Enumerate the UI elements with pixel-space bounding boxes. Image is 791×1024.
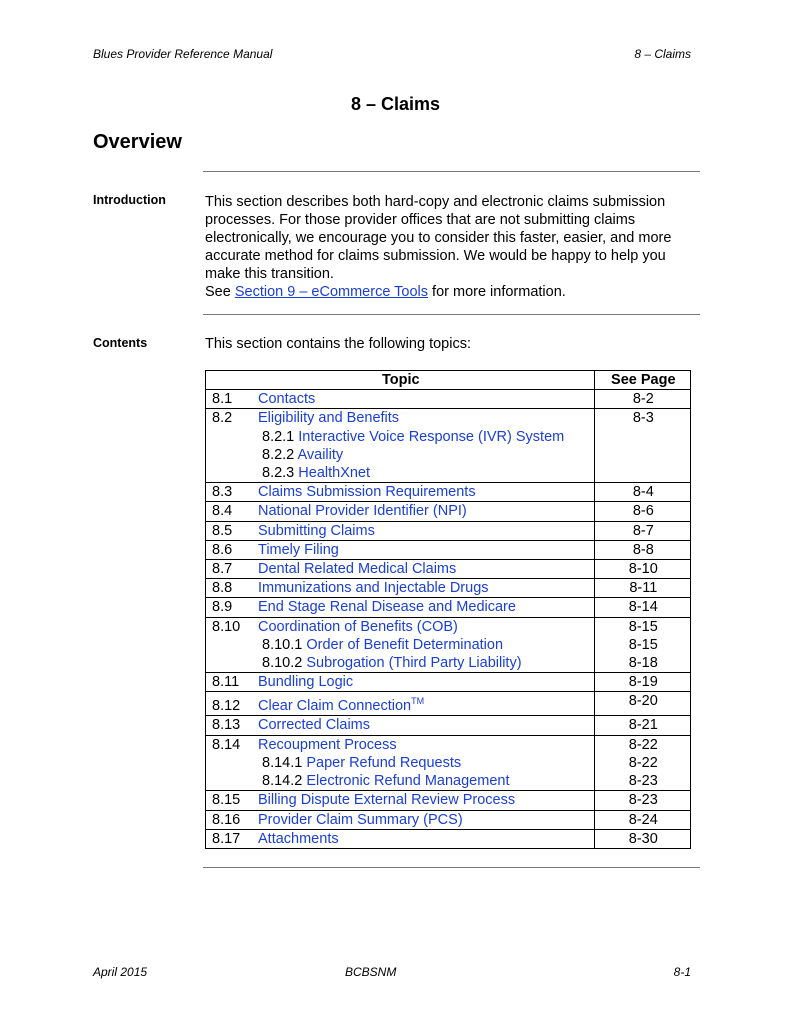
topic-link[interactable]: Clear Claim Connection	[258, 698, 412, 715]
topic-link[interactable]: Contacts	[258, 391, 316, 408]
topic-link[interactable]: Attachments	[258, 830, 339, 847]
section-number: 8.8	[212, 580, 233, 597]
page-number: 8-3	[632, 410, 654, 427]
topic-link[interactable]: Billing Dispute External Review Process	[258, 792, 516, 809]
page-cell	[594, 810, 690, 829]
topic-line	[212, 598, 590, 616]
page-cell	[594, 829, 690, 848]
introduction-text	[205, 193, 685, 301]
page-number: 8-15	[628, 636, 658, 653]
subsection-number: 8.10.1	[262, 636, 303, 653]
page-cell	[594, 483, 690, 502]
table-row	[206, 810, 691, 829]
contents-intro: This section contains the following topics:	[205, 336, 471, 352]
page-number: 8-2	[632, 391, 654, 408]
section-number: 8.11	[212, 674, 240, 691]
subtopic-line	[212, 446, 590, 464]
page-number: 8-8	[632, 541, 654, 558]
subtopic-link[interactable]: HealthXnet	[298, 465, 371, 482]
topic-link[interactable]: Submitting Claims	[258, 522, 375, 539]
topic-line	[212, 579, 590, 597]
topic-cell	[206, 390, 595, 409]
page-number: 8-18	[628, 655, 658, 672]
subtopic-link[interactable]: Electronic Refund Management	[306, 773, 510, 790]
table-row	[206, 390, 691, 409]
topic-cell	[206, 579, 595, 598]
table-row	[206, 409, 691, 483]
divider	[203, 314, 700, 315]
topic-link[interactable]: Provider Claim Summary (PCS)	[258, 811, 463, 828]
page-cell	[594, 673, 690, 692]
page-number	[601, 464, 686, 482]
page-number: 8-6	[632, 503, 654, 520]
page-number: 8-20	[628, 693, 658, 710]
section-number: 8.7	[212, 561, 233, 578]
topic-line	[212, 390, 590, 408]
subtopic-line	[212, 428, 590, 446]
topic-cell	[206, 673, 595, 692]
table-row	[206, 483, 691, 502]
page-cell	[594, 692, 690, 716]
table-row	[206, 579, 691, 598]
topic-line	[212, 811, 590, 829]
subtopic-link[interactable]: Availity	[297, 446, 344, 463]
topic-line	[212, 830, 590, 848]
page-cell	[594, 521, 690, 540]
footer-page-number: 8-1	[673, 965, 691, 979]
section-number: 8.12	[212, 698, 241, 715]
topic-link[interactable]: Immunizations and Injectable Drugs	[258, 580, 489, 597]
chapter-title	[0, 94, 791, 115]
footer-date: April 2015	[93, 965, 148, 979]
topic-line	[212, 409, 590, 427]
page-number: 8-24	[628, 811, 658, 828]
topic-column-header: Topic	[206, 371, 595, 390]
subtopic-link[interactable]: Subrogation (Third Party Liability)	[306, 655, 522, 672]
section-number: 8.14	[212, 736, 241, 753]
footer-publisher: BCBSNM	[345, 965, 397, 979]
topic-line	[212, 618, 590, 636]
chapter-title-text: 8 – Claims	[350, 94, 441, 114]
contents-table-body	[206, 390, 691, 849]
running-header-title: Blues Provider Reference Manual	[93, 47, 273, 61]
subtopic-line	[212, 636, 590, 654]
section-number: 8.6	[212, 541, 233, 558]
topic-cell	[206, 521, 595, 540]
page-number: 8-19	[628, 674, 658, 691]
topic-link[interactable]: Claims Submission Requirements	[258, 484, 476, 501]
page-number: 8-30	[628, 830, 658, 847]
page-number: 8-22	[628, 736, 658, 753]
topic-cell	[206, 791, 595, 810]
subtopic-line	[212, 464, 590, 482]
table-row	[206, 617, 691, 673]
introduction-paragraph: This section describes both hard-copy and electronic claims submission processes. For those provider offices that are not submitting claims electronically, we encourage you to consider this faster, easier, and more accurate method for claims submission. We would be happy to help you make this transition.	[205, 194, 672, 282]
table-row	[206, 502, 691, 521]
page-cell	[594, 560, 690, 579]
section-number: 8.5	[212, 522, 233, 539]
contents-table	[205, 370, 691, 849]
topic-cell	[206, 716, 595, 735]
topic-link[interactable]: Bundling Logic	[258, 674, 354, 691]
page-number: 8-22	[628, 754, 658, 771]
topic-link[interactable]: End Stage Renal Disease and Medicare	[258, 599, 516, 616]
page-number	[601, 428, 686, 446]
section-title: Overview	[93, 131, 182, 153]
page-cell	[594, 409, 690, 483]
topic-line	[212, 692, 590, 715]
divider	[203, 171, 700, 172]
section-number: 8.16	[212, 811, 241, 828]
topic-line	[212, 541, 590, 559]
table-row	[206, 791, 691, 810]
page-number: 8-14	[628, 599, 658, 616]
topic-line	[212, 673, 590, 691]
page-cell	[594, 502, 690, 521]
trademark-mark: TM	[411, 696, 425, 707]
topic-link[interactable]: Timely Filing	[258, 541, 339, 558]
page-number: 8-23	[628, 792, 658, 809]
section-number: 8.4	[212, 503, 233, 520]
subtopic-link[interactable]: Interactive Voice Response (IVR) System	[298, 428, 565, 445]
section-number: 8.2	[212, 410, 233, 427]
see-prefix: See	[205, 284, 235, 300]
section-number: 8.13	[212, 717, 241, 734]
topic-cell	[206, 560, 595, 579]
table-row	[206, 716, 691, 735]
topic-line	[212, 791, 590, 809]
table-row	[206, 560, 691, 579]
table-row	[206, 540, 691, 559]
subsection-number: 8.14.1	[262, 754, 303, 771]
topic-line	[212, 716, 590, 734]
topic-link[interactable]: Coordination of Benefits (COB)	[258, 618, 458, 635]
table-row	[206, 673, 691, 692]
page-cell	[594, 579, 690, 598]
ecommerce-tools-link[interactable]: Section 9 – eCommerce Tools	[234, 284, 429, 300]
topic-cell	[206, 617, 595, 673]
topic-line	[212, 483, 590, 501]
table-row	[206, 692, 691, 716]
section-number: 8.3	[212, 484, 233, 501]
section-number: 8.9	[212, 599, 233, 616]
topic-cell	[206, 540, 595, 559]
topic-link[interactable]: Eligibility and Benefits	[258, 410, 400, 427]
subsection-number: 8.10.2	[262, 655, 303, 672]
page-cell	[594, 617, 690, 673]
contents-label: Contents	[93, 336, 148, 350]
page-column-header: See Page	[594, 371, 690, 390]
topic-line	[212, 522, 590, 540]
section-number: 8.1	[212, 391, 233, 408]
subsection-number: 8.14.2	[262, 773, 303, 790]
table-header-row	[206, 371, 691, 390]
topic-line	[212, 560, 590, 578]
topic-cell	[206, 483, 595, 502]
topic-link[interactable]: Dental Related Medical Claims	[258, 561, 457, 578]
page-number: 8-23	[628, 773, 658, 790]
page-cell	[594, 390, 690, 409]
table-row	[206, 521, 691, 540]
subtopic-line	[212, 772, 590, 790]
topic-cell	[206, 502, 595, 521]
topic-link[interactable]: Corrected Claims	[258, 717, 370, 734]
page-number: 8-15	[628, 618, 658, 635]
subtopic-line	[212, 654, 590, 672]
section-number: 8.15	[212, 792, 241, 809]
topic-link[interactable]: National Provider Identifier (NPI)	[258, 503, 467, 520]
subsection-number: 8.2.2	[262, 446, 295, 463]
page-number: 8-4	[632, 484, 654, 501]
section-number: 8.10	[212, 618, 241, 635]
page-number: 8-21	[628, 717, 658, 734]
subsection-number: 8.2.3	[262, 465, 295, 482]
topic-link[interactable]: Recoupment Process	[258, 736, 397, 753]
topic-line	[212, 502, 590, 520]
topic-cell	[206, 692, 595, 716]
section-number: 8.17	[212, 830, 241, 847]
page-cell	[594, 791, 690, 810]
topic-line	[212, 736, 590, 754]
page-number	[601, 446, 686, 464]
subtopic-line	[212, 754, 590, 772]
page-cell	[594, 716, 690, 735]
page-cell	[594, 598, 690, 617]
topic-cell	[206, 409, 595, 483]
running-header-chapter: 8 – Claims	[634, 47, 691, 61]
see-suffix: for more information.	[428, 284, 566, 300]
table-row	[206, 829, 691, 848]
table-row	[206, 598, 691, 617]
topic-cell	[206, 829, 595, 848]
page-number: 8-10	[628, 561, 658, 578]
table-row	[206, 735, 691, 791]
subtopic-link[interactable]: Order of Benefit Determination	[306, 636, 504, 653]
introduction-label: Introduction	[93, 193, 166, 207]
page-cell	[594, 735, 690, 791]
topic-cell	[206, 735, 595, 791]
topic-cell	[206, 810, 595, 829]
divider	[203, 867, 700, 868]
page-number: 8-7	[632, 522, 654, 539]
subsection-number: 8.2.1	[262, 428, 295, 445]
topic-cell	[206, 598, 595, 617]
page-cell	[594, 540, 690, 559]
page-number: 8-11	[629, 580, 658, 597]
subtopic-link[interactable]: Paper Refund Requests	[306, 754, 462, 771]
